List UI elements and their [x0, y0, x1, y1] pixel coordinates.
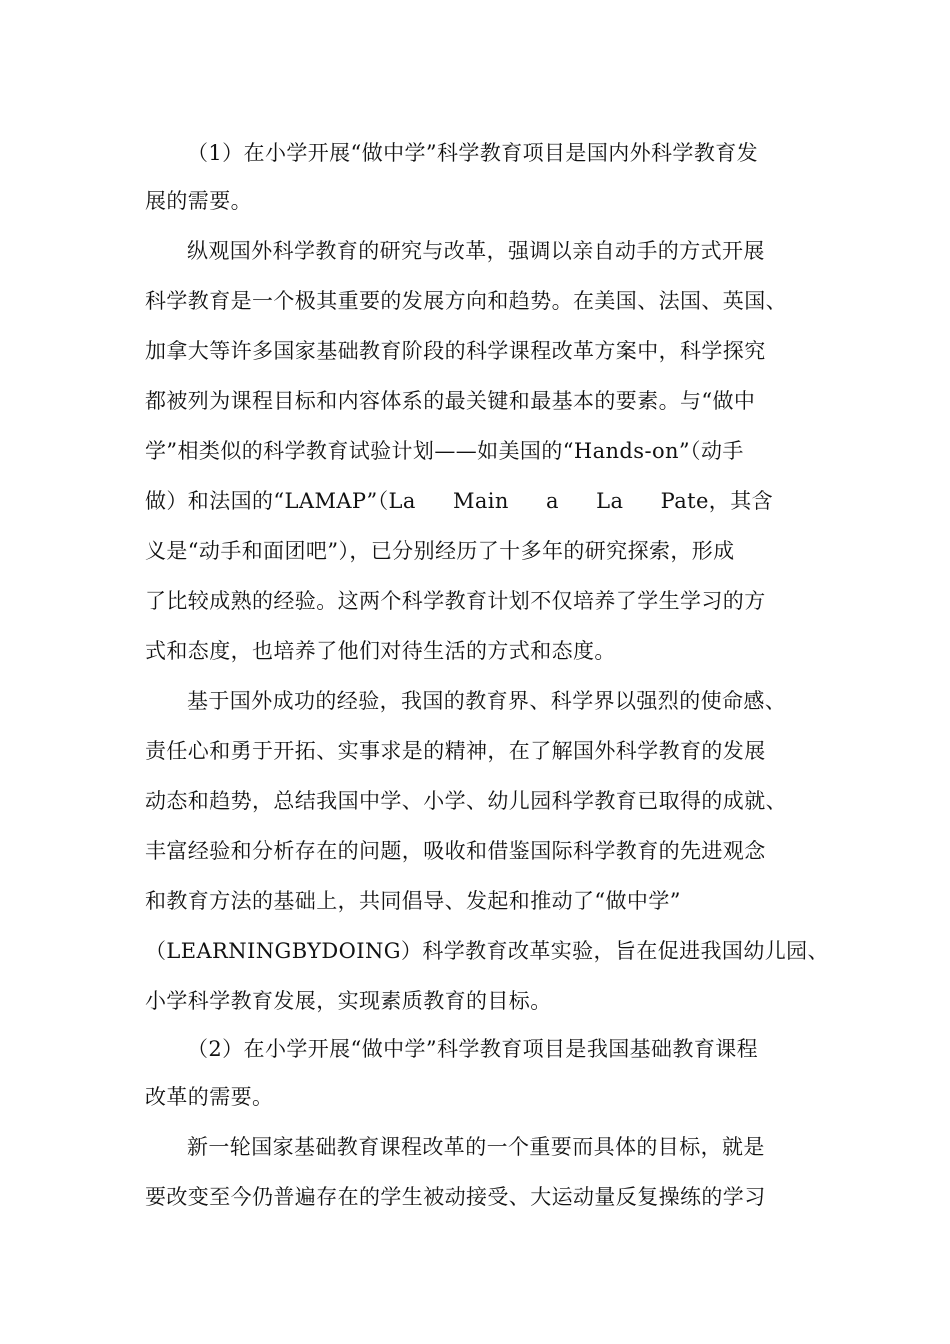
paragraph-1-line-9: 式和态度，也培养了他们对待生活的方式和态度。: [145, 639, 616, 663]
section-heading-1-line-2: 展的需要。: [145, 189, 252, 213]
paragraph-1-line-2: 科学教育是一个极其重要的发展方向和趋势。在美国、法国、英国、: [145, 289, 787, 313]
paragraph-2-line-1: 基于国外成功的经验，我国的教育界、科学界以强烈的使命感、: [187, 689, 787, 713]
section-heading-2-line-2: 改革的需要。: [145, 1085, 274, 1109]
section-heading-1-line-1: （1）在小学开展“做中学”科学教育项目是国内外科学教育发: [187, 141, 759, 165]
paragraph-1-line-8: 了比较成熟的经验。这两个科学教育计划不仅培养了学生学习的方: [145, 589, 766, 613]
paragraph-2-line-4: 丰富经验和分析存在的问题，吸收和借鉴国际科学教育的先进观念: [145, 839, 766, 863]
paragraph-2-line-2: 责任心和勇于开拓、实事求是的精神，在了解国外科学教育的发展: [145, 739, 766, 763]
paragraph-2-line-6-segment: BY: [291, 939, 322, 963]
paragraph-1-line-1: 纵观国外科学教育的研究与改革，强调以亲自动手的方式开展: [187, 239, 765, 263]
section-heading-2-line-1: （2）在小学开展“做中学”科学教育项目是我国基础教育课程: [187, 1037, 759, 1061]
paragraph-1-line-6-segment: Main: [452, 489, 509, 513]
paragraph-1-line-6-segment: La: [596, 489, 624, 513]
paragraph-1-line-4: 都被列为课程目标和内容体系的最关键和最基本的要素。与“做中: [145, 389, 756, 413]
paragraph-1-line-3: 加拿大等许多国家基础教育阶段的科学课程改革方案中，科学探究: [145, 339, 766, 363]
paragraph-2-line-6-segment: DOING）科学教育改革实验，旨在促进我国幼儿园、: [321, 939, 829, 963]
paragraph-1-line-6: [145, 486, 773, 516]
paragraph-1-line-6-segment: Pate，其含: [660, 489, 773, 513]
paragraph-3-line-2: 要改变至今仍普遍存在的学生被动接受、大运动量反复操练的学习: [145, 1185, 766, 1209]
paragraph-3-line-1: 新一轮国家基础教育课程改革的一个重要而具体的目标，就是: [187, 1135, 765, 1159]
paragraph-1-line-6-segment: 做）和法国的“LAMAP”（La: [145, 489, 416, 513]
paragraph-1-line-6-segment: a: [546, 489, 559, 513]
paragraph-2-line-6-segment: （LEARNING: [145, 939, 292, 963]
paragraph-2-line-3: 动态和趋势，总结我国中学、小学、幼儿园科学教育已取得的成就、: [145, 789, 787, 813]
paragraph-2-line-7: 小学科学教育发展，实现素质教育的目标。: [145, 989, 552, 1013]
paragraph-1-line-7: 义是“动手和面团吧”），已分别经历了十多年的研究探索，形成: [145, 539, 735, 563]
paragraph-1-line-5: 学”相类似的科学教育试验计划——如美国的“Hands-on”（动手: [145, 439, 744, 463]
paragraph-2-line-6: [145, 936, 829, 966]
paragraph-2-line-5: 和教育方法的基础上，共同倡导、发起和推动了“做中学”: [145, 889, 681, 913]
